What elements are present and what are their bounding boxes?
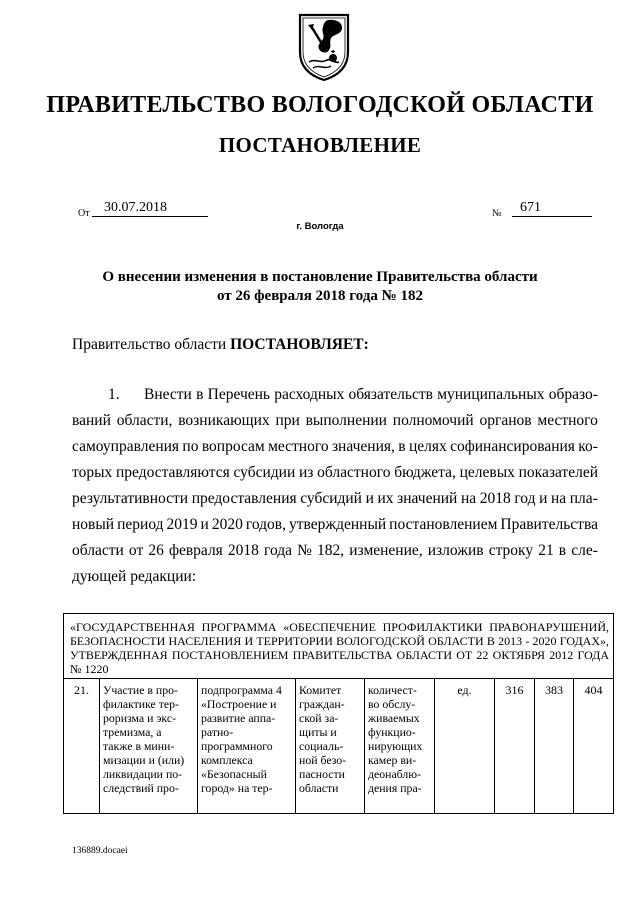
paragraph-line: дующей редакции: — [72, 568, 197, 585]
paragraph-line — [72, 460, 598, 486]
word: по — [182, 438, 199, 455]
cell-line: подпрограмма 4 — [201, 683, 282, 697]
cell-line: социаль- — [299, 739, 344, 753]
cell-line: количест- — [368, 683, 417, 697]
word: годов, — [245, 516, 286, 533]
word: их — [377, 490, 394, 507]
program-cell — [198, 679, 296, 814]
word: 2020 — [211, 516, 243, 533]
indicator-cell — [365, 679, 435, 814]
cell-line: камер ви- — [368, 753, 417, 767]
government-title: ПРАВИТЕЛЬСТВО ВОЛОГОДСКОЙ ОБЛАСТИ — [46, 92, 594, 118]
word: 2018 — [479, 490, 511, 507]
word: Перечень — [207, 386, 270, 403]
word: полномочий — [392, 412, 474, 429]
word: 26 — [148, 542, 164, 559]
cell-line: ратно- — [201, 725, 234, 739]
paragraph-1 — [72, 382, 598, 590]
word: в — [398, 438, 406, 455]
word: результативности — [72, 490, 189, 507]
paragraph-line — [72, 382, 598, 408]
cell-line: области — [299, 781, 339, 795]
document-subject — [80, 268, 560, 306]
cell-line: ликвидации по- — [103, 767, 183, 781]
value-2020-cell: 404 — [574, 679, 614, 814]
word: софинансирования — [450, 438, 575, 455]
paragraph-number: 1. — [108, 386, 120, 403]
word: и — [539, 490, 548, 507]
unit-cell: ед. — [435, 679, 495, 814]
cell-line: граждан- — [299, 697, 345, 711]
paragraph-line — [72, 538, 598, 564]
word: образо- — [548, 386, 598, 403]
document-date: 30.07.2018 — [92, 200, 208, 217]
word: возникающих — [178, 412, 270, 429]
word: изложив — [427, 542, 484, 559]
paragraph-line — [72, 434, 598, 460]
cell-line: тремизма, а — [103, 725, 162, 739]
authority-cell — [296, 679, 365, 814]
word: областного — [317, 464, 391, 481]
word: утвержденный — [289, 516, 387, 533]
cell-line: дения пра- — [368, 781, 422, 795]
word: пла- — [569, 490, 598, 507]
word: сле- — [571, 542, 598, 559]
cell-line: ной безо- — [299, 753, 347, 767]
word: в — [196, 386, 204, 403]
cell-line: также в мини- — [103, 739, 175, 753]
row-number: 21. — [64, 679, 100, 814]
cell-line: «Безопасный — [201, 767, 267, 781]
word: ко- — [578, 438, 598, 455]
value-2019-cell: 383 — [535, 679, 574, 814]
word: 2019 — [166, 516, 198, 533]
word: изменение, — [349, 542, 423, 559]
word: показателей — [518, 464, 598, 481]
paragraph-line — [72, 486, 598, 512]
paragraph-line — [72, 512, 598, 538]
word: целевых — [459, 464, 515, 481]
word: строку — [488, 542, 534, 559]
word: целях — [408, 438, 447, 455]
cell-line: ской за- — [299, 711, 339, 725]
word: ваний — [72, 412, 111, 429]
program-header: «ГОСУДАРСТВЕННАЯ ПРОГРАММА «ОБЕСПЕЧЕНИЕ ПРОФИЛАКТИКИ ПРАВОНАРУШЕНИЙ, БЕЗОПАСНОСТИ НАСЕЛЕНИЯ И ТЕРРИТОРИИ ВОЛОГОДСКОЙ ОБЛАСТИ В 2013 - 2020 ГОДАХ», УТВЕРЖДЕННАЯ ПОСТАНОВЛЕНИЕМ ПРАВИТЕЛЬСТВА ОБЛАСТИ ОТ 22 ОКТЯБРЯ 2012 ГОДА № 1220 — [64, 614, 614, 679]
word: № — [297, 542, 312, 559]
value-2018-cell: 316 — [495, 679, 535, 814]
cell-line: роризма и экс- — [103, 711, 176, 725]
document-number: 671 — [512, 200, 592, 217]
word: февраля — [168, 542, 223, 559]
word: год — [514, 490, 536, 507]
cell-line: город» на тер- — [201, 781, 273, 795]
cell-line: щиты и — [299, 725, 337, 739]
word: вопросам — [201, 438, 265, 455]
cell-line: живаемых — [368, 711, 420, 725]
cell-line: мизации и (или) — [103, 753, 185, 767]
document-type: ПОСТАНОВЛЕНИЕ — [218, 133, 422, 157]
paragraph-line-text — [144, 382, 598, 408]
word: значения, — [331, 438, 395, 455]
word: Правительства — [500, 516, 598, 533]
cell-line: Участие в про- — [103, 683, 178, 697]
word: от — [128, 542, 144, 559]
paragraph-line — [72, 408, 598, 434]
file-name: 136889.docaei — [72, 846, 128, 856]
table-row — [64, 679, 614, 814]
word: из — [299, 464, 314, 481]
word: предоставления — [191, 490, 297, 507]
date-prefix: От — [78, 208, 90, 219]
cell-line: развитие аппа- — [201, 711, 276, 725]
word: года — [264, 542, 293, 559]
cell-line: пасности — [299, 767, 345, 781]
obligations-table — [63, 613, 614, 814]
cell-line: функцио- — [368, 725, 416, 739]
coat-of-arms-emblem — [297, 12, 351, 82]
cell-line: программного — [201, 739, 273, 753]
city-name: г. Вологда — [296, 221, 344, 232]
word: расходных — [274, 386, 345, 403]
word: бюджета, — [394, 464, 456, 481]
word: субсидии — [233, 464, 296, 481]
cell-line: деонаблю- — [368, 767, 422, 781]
word: 2018 — [227, 542, 259, 559]
word: местного — [268, 438, 329, 455]
number-prefix: № — [492, 208, 502, 219]
word: субсидий — [300, 490, 362, 507]
word: области — [72, 542, 124, 559]
word: 182, — [317, 542, 345, 559]
word: 21 — [538, 542, 554, 559]
subject-line: О внесении изменения в постановление Правительства области — [102, 269, 538, 285]
word: в — [558, 542, 567, 559]
word: постановлением — [389, 516, 498, 533]
word: выполнении — [305, 412, 387, 429]
word: органов — [479, 412, 532, 429]
word: и — [200, 516, 209, 533]
word: обязательств — [348, 386, 433, 403]
word: области, — [116, 412, 173, 429]
decree-statement — [72, 336, 369, 354]
word: на — [550, 490, 567, 507]
obligation-cell — [100, 679, 198, 814]
word: муниципальных — [437, 386, 545, 403]
cell-line: комплекса — [201, 753, 253, 767]
cell-line: филактике тер- — [103, 697, 179, 711]
word: и — [365, 490, 374, 507]
cell-line: Комитет — [299, 683, 342, 697]
word: при — [275, 412, 300, 429]
word: самоуправления — [72, 438, 180, 455]
word: местного — [537, 412, 598, 429]
word: Внести — [144, 386, 192, 403]
word: торых — [72, 464, 113, 481]
word: новый — [72, 516, 115, 533]
cell-line: нирующих — [368, 739, 423, 753]
subject-line: от 26 февраля 2018 года № 182 — [217, 288, 423, 304]
decree-verb: ПОСТАНОВЛЯЕТ: — [230, 336, 369, 353]
word: на — [460, 490, 477, 507]
cell-line: следствий про- — [103, 781, 179, 795]
word: значений — [397, 490, 458, 507]
cell-line: во обслу- — [368, 697, 416, 711]
word: предоставляются — [115, 464, 230, 481]
cell-line: «Построение и — [201, 697, 277, 711]
word: период — [117, 516, 164, 533]
decree-prefix: Правительство области — [72, 336, 227, 353]
